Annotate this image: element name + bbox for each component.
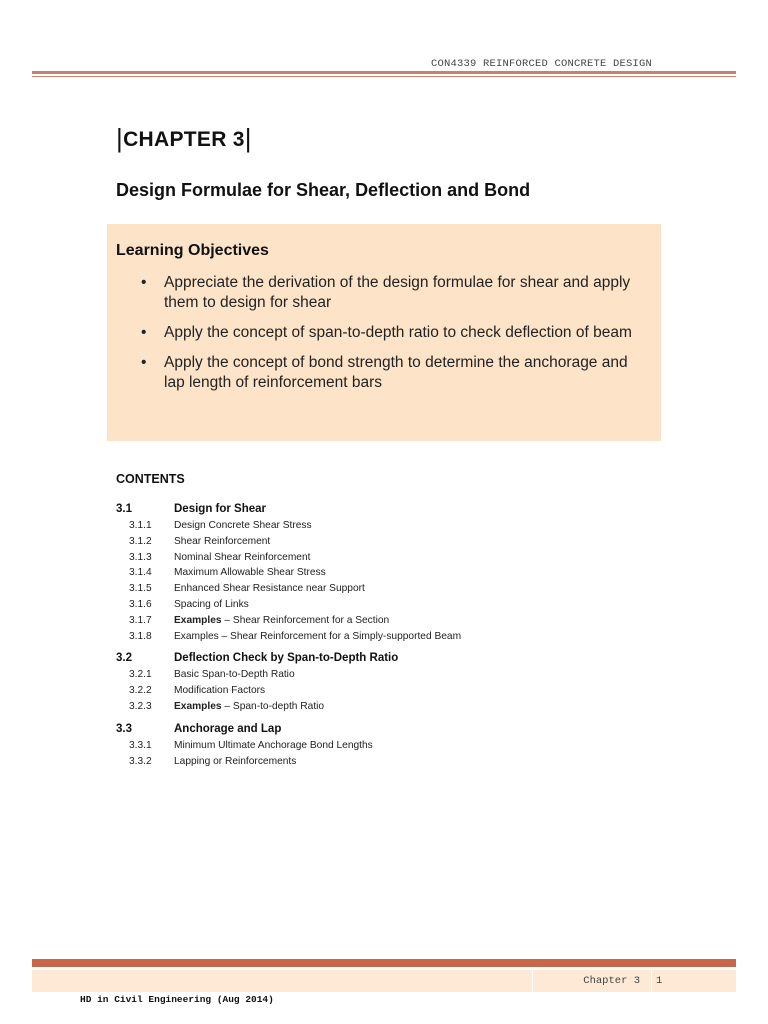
toc-subsection-number: 3.1.4 [129, 567, 152, 579]
toc-section-row [116, 652, 676, 668]
contents-heading: CONTENTS [116, 472, 185, 486]
toc-section-row [116, 503, 676, 519]
toc-subsection-number: 3.3.1 [129, 739, 152, 751]
chapter-label: CHAPTER 3 [123, 128, 245, 151]
toc-subsection-title [174, 685, 265, 696]
toc-section-number: 3.3 [116, 722, 132, 735]
running-header: CON4339 REINFORCED CONCRETE DESIGN [430, 58, 652, 70]
learning-objective-text: Appreciate the derivation of the design formulae for shear and apply them to design for shear [164, 274, 631, 311]
toc-subsection-row [116, 551, 676, 567]
toc-subsection-number: 3.1.5 [129, 583, 152, 595]
chapter-heading [116, 122, 252, 153]
toc-subsection-text: Nominal Shear Reinforcement [174, 551, 311, 563]
toc-subsection-text: Shear Reinforcement [174, 535, 271, 547]
toc-subsection-text: Spacing of Links [174, 598, 249, 610]
toc-subsection-emphasis: Examples [174, 700, 222, 712]
toc-section-title: Design for Shear [174, 503, 267, 515]
toc-subsection-number: 3.2.2 [129, 685, 152, 697]
toc-subsection-row [116, 684, 676, 700]
toc-subsection-title [174, 615, 389, 626]
learning-objectives-title: Learning Objectives [116, 242, 269, 259]
toc-subsection-row [116, 739, 676, 755]
learning-objectives-box [107, 224, 661, 441]
toc-subsection-text: – Span-to-depth Ratio [221, 700, 325, 712]
toc-subsection-title [174, 567, 326, 578]
toc-subsection-number: 3.1.1 [129, 520, 152, 531]
toc-subsection-title [174, 756, 296, 767]
toc-subsection-text: Maximum Allowable Shear Stress [174, 567, 326, 579]
toc-subsection-text: Lapping or Reinforcements [174, 755, 297, 767]
bullet-icon: • [141, 324, 147, 341]
toc-section-number: 3.1 [116, 503, 132, 515]
toc-subsection-row [116, 630, 676, 646]
toc-subsection-text: Design Concrete Shear Stress [174, 520, 312, 531]
chapter-bar-right: | [244, 123, 252, 153]
learning-objective-text: Apply the concept of span-to-depth ratio to check deflection of beam [164, 324, 632, 341]
header-rule [32, 71, 736, 74]
toc-subsection-title [174, 583, 365, 594]
toc-subsection-title [174, 552, 310, 563]
toc-subsection-row [116, 598, 676, 614]
learning-objective-item [137, 273, 637, 313]
footer-program: HD in Civil Engineering (Aug 2014) [80, 994, 274, 1005]
chapter-bar-left: | [116, 123, 124, 153]
page-number: 1 [656, 975, 663, 987]
footer-divider [651, 970, 652, 992]
toc-section [116, 723, 676, 771]
toc-subsection-title [174, 631, 461, 642]
toc-subsection-text: Enhanced Shear Resistance near Support [174, 583, 365, 595]
toc-subsection-text: Modification Factors [174, 685, 266, 697]
toc-section [116, 652, 676, 715]
toc-subsection-row [116, 535, 676, 551]
toc-subsection-number: 3.1.2 [129, 535, 152, 547]
toc-subsection-text: Examples – Shear Reinforcement for a Simply-supported Beam [174, 630, 462, 642]
toc-subsection-title [174, 599, 249, 610]
toc-subsection-row [116, 519, 676, 535]
toc-subsection-text: Basic Span-to-Depth Ratio [174, 669, 295, 681]
learning-objective-item [137, 353, 637, 393]
toc-subsection-title [174, 701, 324, 712]
toc-subsection-title [174, 536, 270, 547]
toc-subsection-number: 3.1.8 [129, 630, 152, 642]
toc-subsection-row [116, 755, 676, 771]
toc-subsection-number: 3.1.6 [129, 598, 152, 610]
toc-subsection-number: 3.2.1 [129, 669, 152, 681]
toc-section-title: Deflection Check by Span-to-Depth Ratio [174, 652, 399, 665]
toc-section [116, 503, 676, 645]
toc-subsection-row [116, 582, 676, 598]
toc-subsection-number: 3.1.7 [129, 614, 152, 626]
toc-subsection-title [174, 520, 312, 531]
toc-section-title: Anchorage and Lap [174, 722, 282, 735]
toc-subsection-number: 3.2.3 [129, 700, 152, 712]
toc-subsection-emphasis: Examples [174, 614, 222, 626]
footer-chapter: Chapter 3 [583, 975, 640, 987]
toc-subsection-title [174, 740, 373, 751]
footer-rule [32, 959, 736, 967]
toc-subsection-row [116, 566, 676, 582]
toc-subsection-title [174, 669, 295, 680]
learning-objective-item [137, 323, 637, 343]
toc-subsection-text: – Shear Reinforcement for a Section [221, 614, 390, 626]
toc-subsection-row [116, 668, 676, 684]
toc-subsection-row [116, 614, 676, 630]
toc-section-row [116, 723, 676, 739]
toc-subsection-row [116, 700, 676, 716]
bullet-icon: • [141, 354, 147, 371]
toc-subsection-text: Minimum Ultimate Anchorage Bond Lengths [174, 739, 373, 751]
toc-section-number: 3.2 [116, 652, 132, 665]
toc-subsection-number: 3.1.3 [129, 551, 152, 563]
toc-subsection-number: 3.3.2 [129, 755, 152, 767]
header-rule-thin [32, 76, 736, 77]
table-of-contents [116, 503, 676, 777]
learning-objective-text: Apply the concept of bond strength to determine the anchorage and lap length of reinforcement bars [164, 354, 628, 391]
bullet-icon: • [141, 274, 147, 291]
chapter-title: Design Formulae for Shear, Deflection and Bond [116, 180, 531, 200]
learning-objectives-list [137, 273, 637, 403]
